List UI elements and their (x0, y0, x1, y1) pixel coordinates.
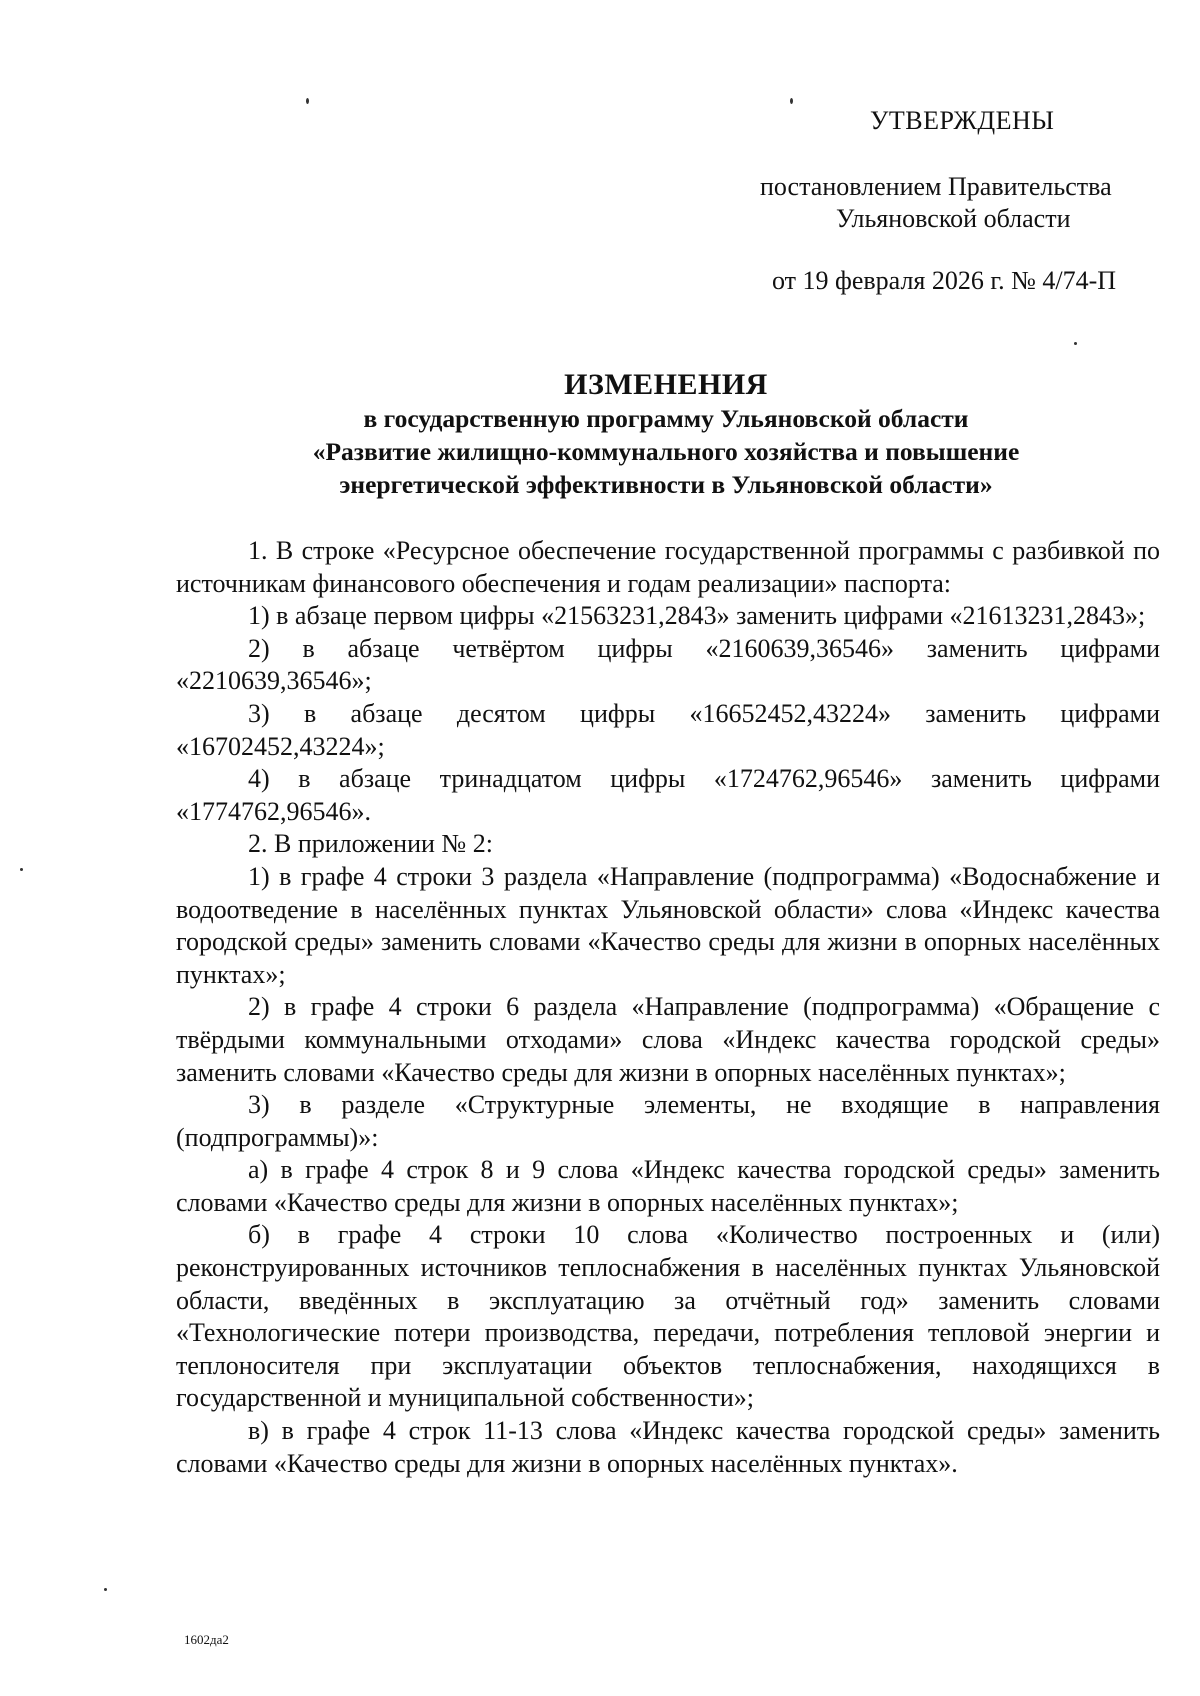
paragraph-2-item-2: 2) в графе 4 строки 6 раздела «Направление (подпрограмма) «Обращение с твёрдыми коммунальными отходами» слова «Индекс качества городской среды» заменить словами «Качество среды для жизни в опорных населённых пунктах»; (176, 992, 1160, 1087)
paragraph-2-item-3v: в) в графе 4 строк 11-13 слова «Индекс качества городской среды» заменить словами «Качество среды для жизни в опорных населённых пунктах». (176, 1416, 1160, 1478)
paragraph-1-item-2: 2) в абзаце четвёртом цифры «2160639,36546» заменить цифрами «2210639,36546»; (176, 633, 1160, 696)
scan-speck (104, 1588, 107, 1591)
paragraph-2: 2. В приложении № 2: (248, 829, 493, 859)
approval-date: от 19 февраля 2026 г. № 4/74-П (772, 266, 1117, 295)
document-body (176, 535, 1160, 1480)
paragraph-2-item-1: 1) в графе 4 строки 3 раздела «Направление (подпрограмма) «Водоснабжение и водоотведение в населённых пунктах Ульяновской области» слова «Индекс качества городской среды» заменить словами «Качество среды для жизни в опорных населённых пунктах»; (176, 861, 1160, 989)
scan-speck (20, 868, 23, 871)
paragraph-1-item-1: 1) в абзаце первом цифры «21563231,2843» заменить цифрами «21613231,2843»; (248, 601, 1146, 631)
scan-speck (790, 98, 793, 104)
approval-line-2: Ульяновской области (836, 204, 1071, 233)
heading-subtitle-line-2: «Развитие жилищно-коммунального хозяйства и повышение (312, 437, 1020, 466)
approval-title: УТВЕРЖДЕНЫ (870, 106, 1055, 135)
paragraph-1-item-4: 4) в абзаце тринадцатом цифры «1724762,96546» заменить цифрами «1774762,96546». (176, 764, 1160, 826)
paragraph-2-item-3b: б) в графе 4 строки 10 слова «Количество построенных и (или) реконструированных источников теплоснабжения в населённых пунктах Ульяновской области, введённых в эксплуатацию за отчётный год» заменить словами «Технологические потери производства, передачи, потребления тепловой энергии и теплоносителя при эксплуатации объектов теплоснабжения, находящихся в государственной и муниципальной собственности»; (176, 1220, 1160, 1413)
heading-title: ИЗМЕНЕНИЯ (564, 368, 768, 401)
scan-speck (306, 98, 309, 104)
footer-code: 1602да2 (184, 1632, 229, 1647)
heading-subtitle-line-1: в государственную программу Ульяновской области (363, 404, 969, 433)
approval-line-1: постановлением Правительства (760, 172, 1112, 201)
scan-speck (1074, 342, 1077, 345)
paragraph-1: 1. В строке «Ресурсное обеспечение государственной программы с разбивкой по источникам финансового обеспечения и годам реализации» паспорта: (176, 536, 1160, 598)
paragraph-2-item-3: 3) в разделе «Структурные элементы, не входящие в направления (подпрограммы)»: (176, 1090, 1160, 1152)
paragraph-2-item-3a: а) в графе 4 строк 8 и 9 слова «Индекс качества городской среды» заменить словами «Качество среды для жизни в опорных населённых пунктах»; (176, 1155, 1160, 1217)
document-heading (176, 368, 1156, 501)
paragraph-1-item-3: 3) в абзаце десятом цифры «16652452,43224» заменить цифрами «16702452,43224»; (176, 698, 1160, 761)
heading-subtitle-line-3: энергетической эффективности в Ульяновской области» (339, 470, 993, 499)
